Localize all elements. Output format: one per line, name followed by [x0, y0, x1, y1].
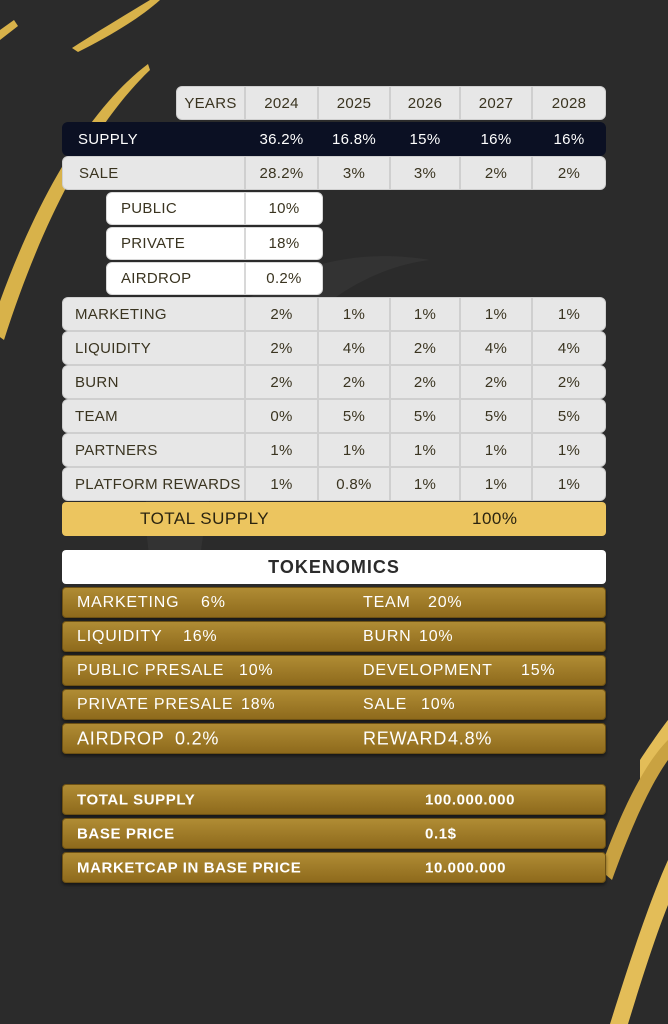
supply-value: 15%	[390, 122, 460, 156]
allocation-row-value: 2%	[532, 365, 606, 399]
tokenomics-right-value: 20%	[428, 593, 463, 611]
allocation-row-label: LIQUIDITY	[62, 331, 245, 365]
tokenomics-row	[62, 723, 606, 754]
sale-value: 2%	[460, 156, 532, 190]
tokenomics-left-value: 18%	[241, 695, 276, 713]
year-header-2024: 2024	[245, 86, 318, 120]
tokenomics-row	[62, 689, 606, 720]
summary-label: TOTAL SUPPLY	[77, 791, 196, 808]
allocation-row-value: 5%	[390, 399, 460, 433]
tokenomics-right-label: DEVELOPMENT	[363, 661, 493, 679]
summary-label: MARKETCAP IN BASE PRICE	[77, 859, 302, 876]
tokenomics-left-label: AIRDROP	[77, 728, 165, 748]
supply-label: SUPPLY	[62, 122, 245, 156]
allocation-row-label: BURN	[62, 365, 245, 399]
summary-value: 100.000.000	[425, 791, 516, 808]
allocation-row-value: 1%	[460, 433, 532, 467]
tokenomics-left-label: PUBLIC PRESALE	[77, 661, 225, 679]
sale-value: 3%	[390, 156, 460, 190]
tokenomics-right-value: 15%	[521, 661, 556, 679]
allocation-row-value: 4%	[318, 331, 390, 365]
allocation-row-value: 1%	[532, 467, 606, 501]
allocation-row-value: 1%	[532, 433, 606, 467]
allocation-row-value: 1%	[390, 297, 460, 331]
summary-label: BASE PRICE	[77, 825, 175, 842]
sale-value: 2%	[532, 156, 606, 190]
allocation-row-value: 2%	[390, 331, 460, 365]
allocation-row-label: TEAM	[62, 399, 245, 433]
allocation-row-value: 2%	[245, 331, 318, 365]
tokenomics-left-label: LIQUIDITY	[77, 627, 163, 645]
summary-value: 0.1$	[425, 825, 457, 842]
allocation-row-value: 1%	[460, 467, 532, 501]
summary-row	[62, 818, 606, 849]
tokenomics-row	[62, 621, 606, 652]
year-header-2026: 2026	[390, 86, 460, 120]
allocation-row-value: 4%	[532, 331, 606, 365]
allocation-row-value: 4%	[460, 331, 532, 365]
sale-value: 28.2%	[245, 156, 318, 190]
sale-breakdown-value: 10%	[245, 192, 323, 225]
year-header-2028: 2028	[532, 86, 606, 120]
supply-value: 16.8%	[318, 122, 390, 156]
sale-value: 3%	[318, 156, 390, 190]
supply-value: 16%	[532, 122, 606, 156]
tokenomics-right-label: TEAM	[363, 593, 411, 611]
allocation-row-label: MARKETING	[62, 297, 245, 331]
allocation-row-value: 5%	[532, 399, 606, 433]
allocation-row-value: 0%	[245, 399, 318, 433]
tokenomics-left-value: 10%	[239, 661, 274, 679]
tokenomics-right-label: BURN	[363, 627, 412, 645]
tokenomics-right-value: 10%	[421, 695, 456, 713]
tokenomics-row	[62, 655, 606, 686]
tokenomics-title: TOKENOMICS	[62, 550, 606, 584]
years-header-label: YEARS	[176, 86, 245, 120]
allocation-row-value: 2%	[390, 365, 460, 399]
sale-breakdown-value: 18%	[245, 227, 323, 260]
tokenomics-left-value: 16%	[183, 627, 218, 645]
tokenomics-left-value: 6%	[201, 593, 226, 611]
tokenomics-right-value: 4.8%	[448, 728, 493, 748]
sale-breakdown-label: PUBLIC	[106, 192, 245, 225]
year-header-2027: 2027	[460, 86, 532, 120]
allocation-row-value: 1%	[460, 297, 532, 331]
allocation-row-value: 2%	[318, 365, 390, 399]
allocation-row-value: 1%	[245, 467, 318, 501]
allocation-row-value: 1%	[532, 297, 606, 331]
allocation-row-value: 1%	[245, 433, 318, 467]
total-supply-label: TOTAL SUPPLY	[140, 509, 270, 528]
allocation-row-value: 0.8%	[318, 467, 390, 501]
allocation-row-value: 5%	[460, 399, 532, 433]
supply-value: 16%	[460, 122, 532, 156]
allocation-row-value: 5%	[318, 399, 390, 433]
total-supply-value: 100%	[472, 509, 518, 528]
summary-row	[62, 784, 606, 815]
allocation-row-label: PLATFORM REWARDS	[62, 467, 245, 501]
allocation-row-value: 2%	[460, 365, 532, 399]
allocation-row-value: 1%	[318, 433, 390, 467]
allocation-row-value: 1%	[390, 467, 460, 501]
allocation-row-value: 2%	[245, 297, 318, 331]
summary-value: 10.000.000	[425, 859, 507, 876]
tokenomics-left-label: MARKETING	[77, 593, 180, 611]
allocation-row-value: 1%	[390, 433, 460, 467]
supply-value: 36.2%	[245, 122, 318, 156]
allocation-row-value: 1%	[318, 297, 390, 331]
sale-breakdown-label: PRIVATE	[106, 227, 245, 260]
tokenomics-left-value: 0.2%	[175, 728, 220, 748]
sale-breakdown-label: AIRDROP	[106, 262, 245, 295]
allocation-row-value: 2%	[245, 365, 318, 399]
tokenomics-right-label: SALE	[363, 695, 408, 713]
tokenomics-left-label: PRIVATE PRESALE	[77, 695, 234, 713]
tokenomics-right-label: REWARD	[363, 728, 448, 748]
sale-breakdown-value: 0.2%	[245, 262, 323, 295]
summary-row	[62, 852, 606, 883]
tokenomics-right-value: 10%	[419, 627, 454, 645]
tokenomics-row	[62, 587, 606, 618]
total-supply-row	[62, 502, 606, 536]
year-header-2025: 2025	[318, 86, 390, 120]
allocation-row-label: PARTNERS	[62, 433, 245, 467]
sale-label: SALE	[62, 156, 245, 190]
